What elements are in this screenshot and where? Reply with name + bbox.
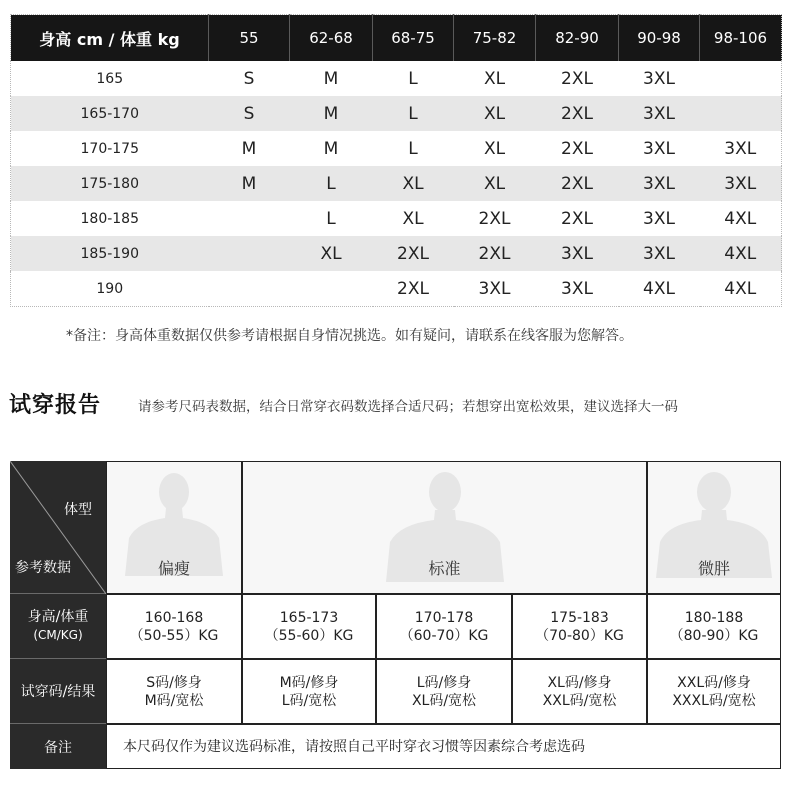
hw-weight: （50-55）KG <box>129 627 219 644</box>
size-cell: 3XL <box>643 68 675 89</box>
height-cell: 165 <box>96 70 124 87</box>
size-cell: XL <box>290 236 373 271</box>
size-cell: XL <box>402 208 424 229</box>
size-cell: 2XL <box>561 208 593 229</box>
size-chart-table <box>10 14 782 307</box>
size-cell: XL <box>454 166 536 201</box>
row-label-remark <box>10 724 106 769</box>
size-cell: 4XL <box>724 208 757 229</box>
body-type-label: 微胖 <box>697 559 730 578</box>
size-row <box>11 166 782 201</box>
row-label-fit <box>10 659 106 724</box>
header-weight-col: 68-75 <box>373 15 454 62</box>
fit-slim: M码/修身 <box>279 674 339 691</box>
hw-cell <box>242 594 376 659</box>
size-cell: 3XL <box>643 138 675 159</box>
hw-height: 160-168 <box>144 609 204 626</box>
size-cell: 2XL <box>373 236 454 271</box>
fit-cell <box>512 659 647 724</box>
size-cell: M <box>241 138 257 159</box>
height-cell: 185-190 <box>11 236 209 271</box>
size-cell <box>290 271 373 307</box>
size-row <box>11 131 782 166</box>
size-cell: 2XL <box>561 138 593 159</box>
size-cell: 2XL <box>536 166 619 201</box>
corner-label-body-type: 体型 <box>64 502 92 518</box>
fit-loose: XL码/宽松 <box>411 692 477 709</box>
size-row <box>11 61 782 96</box>
size-cell <box>209 236 290 271</box>
size-cell: L <box>373 96 454 131</box>
size-cell: 4XL <box>724 278 757 299</box>
size-cell: XL <box>373 166 454 201</box>
size-cell: 2XL <box>536 96 619 131</box>
fit-cell <box>106 659 242 724</box>
hw-height: 165-173 <box>279 609 339 626</box>
fit-slim: XL码/修身 <box>547 674 612 691</box>
size-cell: 3XL <box>643 208 675 229</box>
hw-weight: （80-90）KG <box>669 627 759 644</box>
remark-text: 本尺码仅作为建议选码标准，请按照自己平时穿衣习惯等因素综合考虑选码 <box>123 738 585 755</box>
body-type-slim <box>106 461 242 594</box>
size-cell: 3XL <box>619 96 700 131</box>
size-cell: 2XL <box>561 68 593 89</box>
corner-cell <box>10 461 106 594</box>
hw-cell <box>376 594 512 659</box>
size-cell: XL <box>454 96 536 131</box>
hw-height: 170-178 <box>414 609 474 626</box>
size-cell: M <box>290 96 373 131</box>
fit-loose: XXL码/宽松 <box>542 692 617 709</box>
size-cell: L <box>408 68 418 89</box>
hw-height: 175-183 <box>550 609 609 626</box>
remark-cell <box>106 724 781 769</box>
fit-slim: L码/修身 <box>416 674 472 691</box>
row-label-unit: (CM/KG) <box>33 628 83 642</box>
size-cell <box>209 201 290 236</box>
header-weight-col: 82-90 <box>536 15 619 62</box>
height-cell: 170-175 <box>80 140 139 157</box>
height-cell: 165-170 <box>11 96 209 131</box>
row-label-text: 备注 <box>44 739 72 756</box>
fit-slim: XXL码/修身 <box>677 674 751 691</box>
size-cell: 3XL <box>478 278 511 299</box>
fit-loose: M码/宽松 <box>144 692 204 709</box>
size-cell: 2XL <box>478 208 511 229</box>
size-cell: 3XL <box>700 166 782 201</box>
size-cell: M <box>209 166 290 201</box>
height-cell: 180-185 <box>80 210 139 227</box>
size-cell <box>209 271 290 307</box>
header-weight-col: 55 <box>209 15 290 62</box>
header-weight-col: 62-68 <box>290 15 373 62</box>
size-cell: S <box>243 68 255 89</box>
size-cell: M <box>323 138 339 159</box>
size-cell: XL <box>483 68 506 89</box>
size-row <box>11 271 782 307</box>
height-cell: 190 <box>96 280 124 297</box>
size-cell: 4XL <box>700 236 782 271</box>
size-cell: S <box>209 96 290 131</box>
size-cell: L <box>408 138 418 159</box>
size-cell: 2XL <box>397 278 429 299</box>
fit-cell <box>647 659 781 724</box>
body-type-chubby <box>647 461 781 594</box>
size-note: *备注：身高体重数据仅供参考请根据自身情况挑选。如有疑问，请联系在线客服为您解答。 <box>66 328 633 344</box>
hw-weight: （55-60）KG <box>264 627 354 644</box>
header-weight-col: 98-106 <box>700 15 782 62</box>
size-cell: L <box>290 166 373 201</box>
height-cell: 175-180 <box>11 166 209 201</box>
fit-loose: XXXL码/宽松 <box>672 692 756 709</box>
fit-loose: L码/宽松 <box>281 692 337 709</box>
size-cell: XL <box>483 138 506 159</box>
size-cell <box>700 96 782 131</box>
header-weight-col: 90-98 <box>619 15 700 62</box>
fit-slim: S码/修身 <box>146 674 202 691</box>
fit-report-title: 试穿报告 <box>9 393 102 418</box>
fit-cell <box>376 659 512 724</box>
hw-height: 180-188 <box>684 609 744 626</box>
header-weight-col: 75-82 <box>454 15 536 62</box>
hw-weight: （70-80）KG <box>535 627 624 644</box>
size-cell: 2XL <box>454 236 536 271</box>
size-cell: 3XL <box>561 278 593 299</box>
size-cell: 3XL <box>619 166 700 201</box>
size-cell: 3XL <box>724 138 757 159</box>
body-type-label: 偏瘦 <box>157 559 190 578</box>
hw-weight: （60-70）KG <box>399 627 489 644</box>
row-label-text: 身高/体重 <box>27 609 89 625</box>
hw-cell <box>106 594 242 659</box>
fit-cell <box>242 659 376 724</box>
body-type-label: 标准 <box>428 559 461 578</box>
hw-cell <box>512 594 647 659</box>
row-label-height-weight <box>10 594 106 659</box>
size-row <box>11 236 782 271</box>
header-height-weight: 身高 cm / 体重 kg <box>11 15 209 62</box>
size-cell: M <box>323 68 339 89</box>
size-cell: L <box>326 208 336 229</box>
size-chart-header-row <box>11 15 782 62</box>
corner-label-reference: 参考数据 <box>15 560 71 576</box>
size-cell: 3XL <box>619 236 700 271</box>
body-type-standard <box>242 461 647 594</box>
size-row <box>11 201 782 236</box>
fit-report-grid <box>10 461 781 769</box>
row-label-text: 试穿码/结果 <box>20 684 96 700</box>
hw-cell <box>647 594 781 659</box>
size-cell: 3XL <box>536 236 619 271</box>
size-cell <box>700 61 782 96</box>
size-row <box>11 96 782 131</box>
size-cell: 4XL <box>643 278 675 299</box>
fit-report-subtitle: 请参考尺码表数据，结合日常穿衣码数选择合适尺码；若想穿出宽松效果，建议选择大一码 <box>138 399 678 415</box>
